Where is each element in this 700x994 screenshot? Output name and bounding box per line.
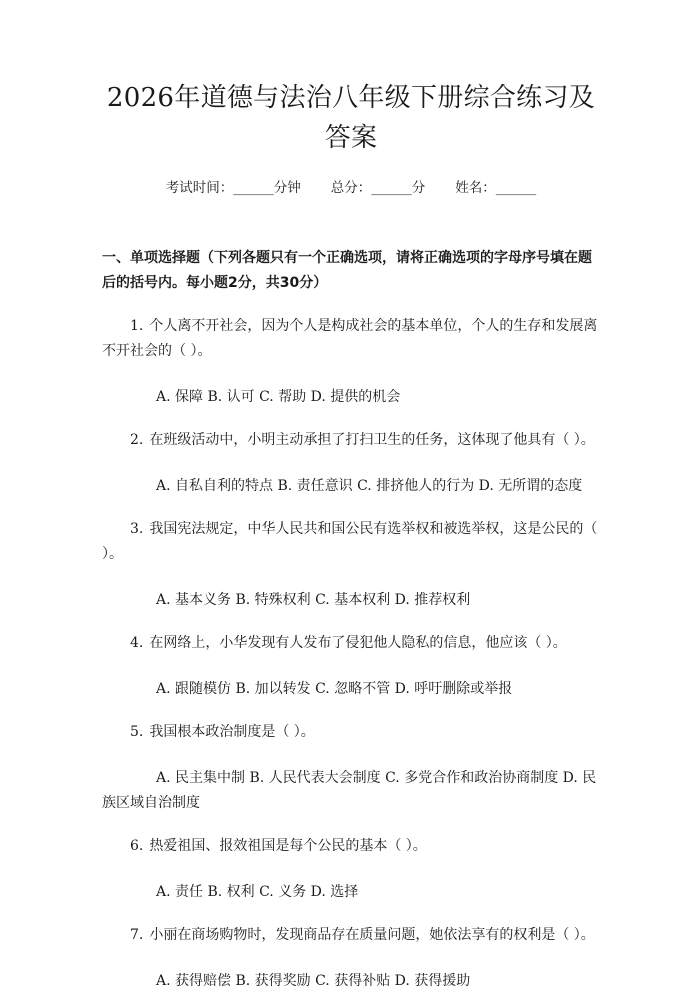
question-number: 3. — [130, 521, 144, 537]
question-3 — [102, 517, 600, 567]
page-title: 2026年道德与法治八年级下册综合练习及答案 — [106, 83, 596, 153]
question-6 — [102, 834, 600, 859]
question-1-options: A. 保障 B. 认可 C. 帮助 D. 提供的机会 — [156, 389, 401, 405]
question-4-options: A. 跟随模仿 B. 加以转发 C. 忽略不管 D. 呼吁删除或举报 — [156, 681, 513, 697]
section-heading: 一、单项选择题（下列各题只有一个正确选项，请将正确选项的字母序号填在题后的括号内。每小题2分，共30分） — [102, 250, 592, 291]
question-number: 7. — [130, 927, 144, 943]
question-stem: 小丽在商场购物时，发现商品存在质量问题，她依法享有的权利是（ ）。 — [149, 927, 595, 943]
question-stem: 在网络上，小华发现有人发布了侵犯他人隐私的信息，他应该（ ）。 — [149, 635, 567, 651]
question-stem: 我国根本政治制度是（ ）。 — [149, 724, 315, 740]
question-2 — [102, 428, 600, 453]
question-stem: 在班级活动中，小明主动承担了打扫卫生的任务，这体现了他具有（ ）。 — [149, 432, 595, 448]
question-number: 2. — [130, 432, 144, 448]
question-number: 5. — [130, 724, 144, 740]
question-number: 1. — [130, 318, 144, 334]
exam-info-line: 考试时间：______分钟 总分：______分 姓名：______ — [165, 180, 537, 196]
question-5 — [102, 720, 600, 745]
question-1 — [102, 314, 600, 364]
question-3-options: A. 基本义务 B. 特殊权利 C. 基本权利 D. 推荐权利 — [156, 592, 471, 608]
question-5-options: A. 民主集中制 B. 人民代表大会制度 C. 多党合作和政治协商制度 D. 民族区域自治制度 — [102, 770, 597, 811]
question-stem: 我国宪法规定，中华人民共和国公民有选举权和被选举权，这是公民的（ ）。 — [102, 521, 598, 562]
question-stem: 热爱祖国、报效祖国是每个公民的基本（ ）。 — [149, 838, 427, 854]
question-number: 4. — [130, 635, 144, 651]
question-4 — [102, 631, 600, 656]
question-7-options: A. 获得赔偿 B. 获得奖励 C. 获得补贴 D. 获得援助 — [156, 973, 471, 989]
question-6-options: A. 责任 B. 权利 C. 义务 D. 选择 — [156, 884, 359, 900]
question-7 — [102, 923, 600, 948]
question-stem: 个人离不开社会，因为个人是构成社会的基本单位，个人的生存和发展离不开社会的（ ）。 — [102, 318, 598, 359]
question-number: 6. — [130, 838, 144, 854]
question-2-options: A. 自私自利的特点 B. 责任意识 C. 排挤他人的行为 D. 无所谓的态度 — [156, 478, 583, 494]
